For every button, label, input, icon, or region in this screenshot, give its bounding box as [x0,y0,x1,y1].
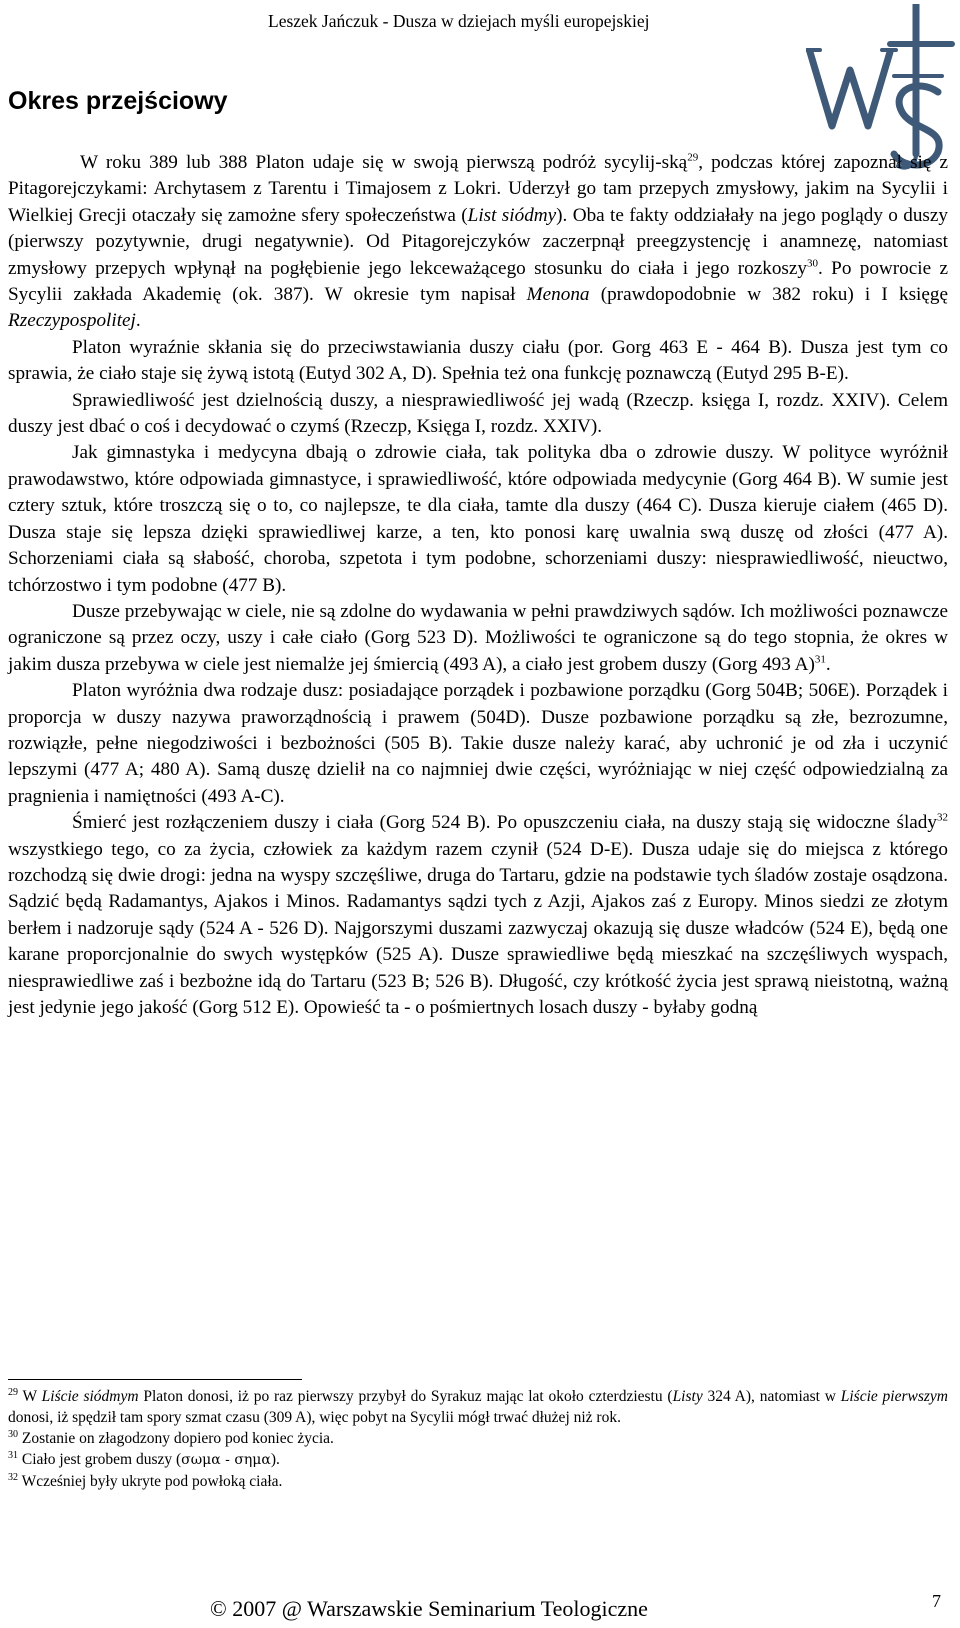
paragraph-1-text-c: ). Oba te fakty oddziałały na jego poglądy o duszy (pierwszy pozytywnie, drugi negatywnie). Od Pitagorejczyków zaczerpnął preegzystencję i anamnezę, natomiast zmysłowy przepych wpłynął na pogłębienie jego lekceważącego stosunku do ciała i jego rozkoszy [8,204,948,279]
footnote-29-italic-1: Liście siódmym [41,1388,139,1405]
body-text [8,150,948,1021]
footnote-29-text-d: donosi, iż spędził tam spory szmat czasu (309 A), więc pobyt na Sycylii mógł trwać dłużej niż rok. [8,1409,621,1426]
footnote-ref-32: 32 [937,811,948,824]
footnote-ref-29: 29 [687,151,699,164]
footnote-29-number: 29 [8,1386,18,1398]
page-header-title: Leszek Jańczuk - Dusza w dziejach myśli europejskiej [268,11,650,31]
paragraph-1-italic-menona: Menona [526,284,590,306]
paragraph-1-italic-rzeczypospolitej: Rzeczypospolitej [8,310,136,332]
wst-logo [806,4,956,172]
paragraph-7-text-a: Śmierć jest rozłączeniem duszy i ciała (Gorg 524 B). Po opuszczeniu ciała, na duszy stają się widoczne ślady [72,812,937,834]
paragraph-6: Platon wyróżnia dwa rodzaje dusz: posiadające porządek i pozbawione porządku (Gorg 504B; 506E). Porządek i proporcja w duszy nazywa praworządnością i prawem (504D). Dusze pozbawione porządku są złe, bezrozumne, rozwiązłe, pełne niegodziwości i bezbożności (505 B). Takie dusze należy karać, aby uchronić je od zła i uczynić lepszymi (477 A; 480 A). Samą duszę dzielił na co najmniej dwie części, wyróżniając w niej część odpowiedzialną za pragnienia i namiętności (493 A-C). [8,680,948,807]
footnote-31-greek: σωμα - σημα [181,1452,271,1468]
paragraph-4: Jak gimnastyka i medycyna dbają o zdrowie ciała, tak polityka dba o zdrowie duszy. W polityce wyróżnił prawodawstwo, które odpowiada gimnastyce, i sprawiedliwość, które odpowiada medycynie (Gorg 464 B). W sumie jest cztery sztuk, które troszczą się o to, co najlepsze, te dla ciała, tamte dla duszy (464 C). Dusza kieruje ciałem (465 D). Dusza staje się lepsza dzięki sprawiedliwej karze, a ten, kto ponosi karę uwalnia swą duszę od złości (477 A). Schorzeniami ciała są słabość, choroba, szpetota i tym podobne, schorzeniami duszy: niesprawiedliwość, nieuctwo, tchórzostwo i tym podobne (477 B). [8,442,948,596]
footnote-30 [8,1428,948,1449]
paragraph-2: Platon wyraźnie skłania się do przeciwstawiania duszy ciału (por. Gorg 463 E - 464 B). Dusza jest tym co sprawia, że ciało staje się żywą istotą (Eutyd 302 A, D). Spełnia też ona funkcję poznawczą (Eutyd 295 B-E). [8,336,948,385]
paragraph-3: Sprawiedliwość jest dzielnością duszy, a niesprawiedliwość jej wadą (Rzeczp. księga I, rozdz. XXIV). Celem duszy jest dbać o coś i decydować o czymś (Rzeczp, Księga I, rozdz. XXIV). [8,389,948,438]
footnote-29-italic-2: Listy [672,1388,703,1405]
footnote-ref-30: 30 [807,257,819,270]
footnote-29-text-c: 324 A), natomiast w [702,1388,841,1405]
footnote-30-number: 30 [8,1428,18,1440]
footnote-31-text-b: ). [270,1451,280,1468]
footnote-31-number: 31 [8,1449,18,1461]
paragraph-7-text-b: wszystkiego tego, co za życia, człowiek za każdym razem czynił (524 D-E). Dusza udaje się do miejsca z którego rozchodzą się dwie drogi: jedna na wyspy szczęśliwe, druga do Tartaru, gdzie na podstawie tych śladów zostaje osądzona. Sądzić będą Radamantys, Ajakos i Minos. Radamantys sądzi tych z Azji, Ajakos zaś z Europy. Minos siedzi ze złotym berłem i nadzoruje sądy (524 A - 526 D). Najgorszymi duszami zazwyczaj okazują się dusze władców (524 E), będą one karane proporcjonalnie do swych występków (525 A). Dusze sprawiedliwe będą mieszkać na szczęśliwych wyspach, niesprawiedliwe zaś i bezbożne idą do Tartaru (523 B; 526 B). Długość, czy krótkość życia jest sprawą nieistotną, ważną jest jedynie jego jakość (Gorg 512 E). Opowieść ta - o pośmiertnych losach duszy - byłaby godną [8,838,948,1018]
paragraph-7 [8,810,948,1021]
paragraph-1-italic-list: List siódmy [467,204,557,226]
footnote-29-italic-3: Liście pierwszym [840,1388,948,1405]
footer-copyright: © 2007 @ Warszawskie Seminarium Teologiczne [210,1596,648,1621]
paragraph-1-text-a: W roku 389 lub 388 Platon udaje się w swoją pierwszą podróż sycylij-ską [80,152,688,173]
footnote-31 [8,1449,948,1471]
page-number: 7 [932,1591,941,1611]
footnote-29-text-a: W [18,1388,42,1405]
paragraph-1-text-e: (prawdopodobnie w 382 roku) i I księgę [589,284,949,306]
footnote-31-text-a: Ciało jest grobem duszy ( [18,1451,182,1468]
footnote-30-text: Zostanie on złagodzony dopiero pod koniec życia. [18,1430,334,1447]
paragraph-5-text-b: . [825,653,831,675]
footnotes [8,1386,948,1492]
footnote-32-number: 32 [8,1471,18,1483]
footnote-ref-31: 31 [814,653,826,666]
footnote-separator [8,1379,302,1380]
footnote-32 [8,1471,948,1492]
footnote-29-text-b: Platon donosi, iż po raz pierwszy przybył do Syrakuz mając lat około czterdziestu ( [138,1388,673,1405]
footnote-32-text: Wcześniej były ukryte pod powłoką ciała. [18,1473,283,1490]
paragraph-1-text-d: . Po powrocie z Sycylii zakłada Akademię (ok. 387). W okresie tym napisał [8,257,948,306]
footnote-29 [8,1386,948,1428]
paragraph-5-text-a: Dusze przebywając w ciele, nie są zdolne do wydawania w pełni prawdziwych sądów. Ich możliwości poznawcze ograniczone są przez oczy, uszy i całe ciało (Gorg 523 D). Możliwości te ograniczone są do tego stopnia, że okres w jakim dusza przebywa w ciele jest niemalże jej śmiercią (493 A), a ciało jest grobem duszy (Gorg 493 A) [8,600,948,675]
section-heading: Okres przejściowy [8,87,228,115]
paragraph-5 [8,599,948,678]
paragraph-1 [8,150,948,335]
paragraph-1-text-b: , podczas której zapoznał się z Pitagorejczykami: Archytasem z Tarentu i Timajosem z Lokri. Uderzył go tam przepych zmysłowy, jakim na Sycylii i Wielkiej Grecji otaczały się zamożne sfery społeczeństwa ( [8,152,949,226]
paragraph-1-text-f: . [135,310,141,332]
